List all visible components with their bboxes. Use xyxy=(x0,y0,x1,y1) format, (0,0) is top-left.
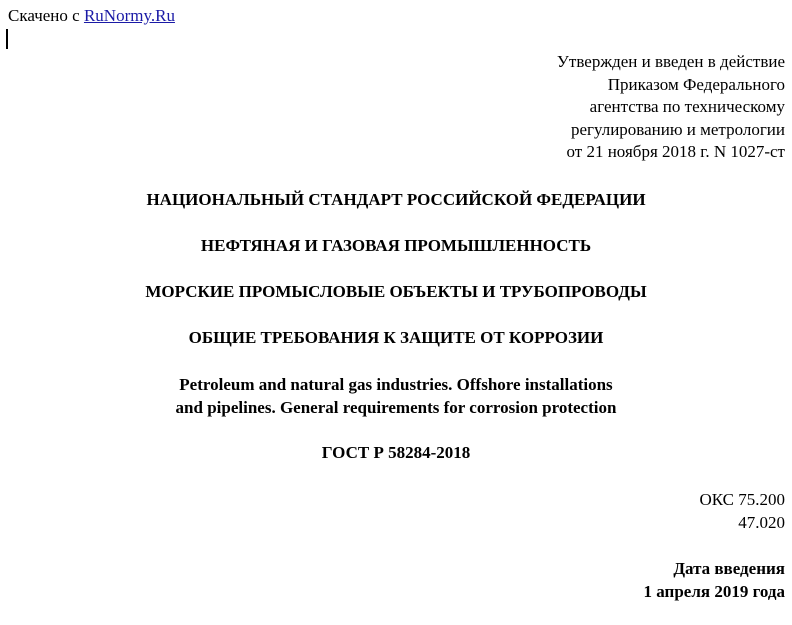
effective-date-label: Дата введения xyxy=(673,559,785,578)
industry-heading: НЕФТЯНАЯ И ГАЗОВАЯ ПРОМЫШЛЕННОСТЬ xyxy=(200,236,592,255)
approval-line: Приказом Федерального xyxy=(607,74,785,94)
effective-date-value: 1 апреля 2019 года xyxy=(643,582,785,601)
oks-classification xyxy=(699,488,785,534)
text-cursor xyxy=(6,29,8,49)
approval-line: агентства по техническому xyxy=(589,97,785,116)
subject-heading: ОБЩИЕ ТРЕБОВАНИЯ К ЗАЩИТЕ ОТ КОРРОЗИИ xyxy=(188,328,604,347)
objects-heading: МОРСКИЕ ПРОМЫСЛОВЫЕ ОБЪЕКТЫ И ТРУБОПРОВОДЫ xyxy=(145,282,647,301)
english-title-line-2: and pipelines. General requirements for corrosion protection xyxy=(175,398,617,417)
runormy-link[interactable]: RuNormy.Ru xyxy=(83,6,175,25)
standard-type-heading: НАЦИОНАЛЬНЫЙ СТАНДАРТ РОССИЙСКОЙ ФЕДЕРАЦИИ xyxy=(146,190,646,209)
effective-date-block xyxy=(644,557,785,603)
approval-block xyxy=(557,51,785,164)
standard-code: ГОСТ Р 58284-2018 xyxy=(321,443,471,462)
approval-line: регулированию и метрологии xyxy=(570,119,785,139)
english-title-line-1: Petroleum and natural gas industries. Offshore installations xyxy=(179,375,613,394)
oks-line-2: 47.020 xyxy=(738,513,785,532)
approval-line: Утвержден и введен в действие xyxy=(556,52,785,71)
download-source-prefix: Скачено с xyxy=(8,6,84,25)
download-source-line xyxy=(8,6,175,26)
approval-line: от 21 ноября 2018 г. N 1027-ст xyxy=(566,142,785,161)
oks-line-1: ОКС 75.200 xyxy=(699,490,785,509)
